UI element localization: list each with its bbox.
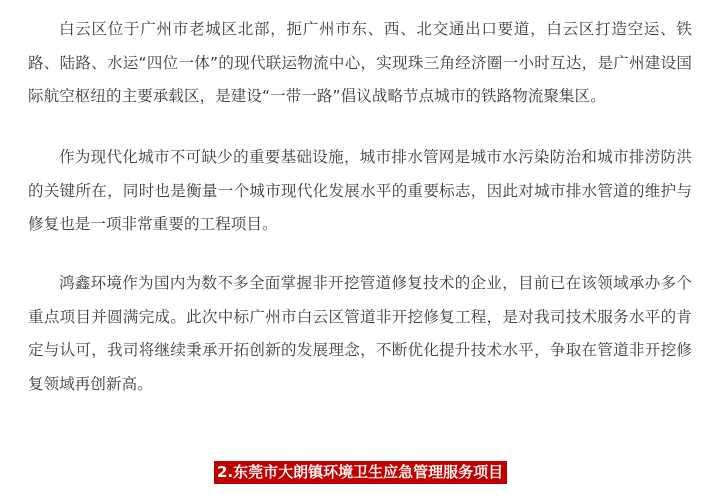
- paragraph-baiyun-district-intro: 白云区位于广州市老城区北部，扼广州市东、西、北交通出口要道，白云区打造空运、铁路、陆路、水运“四位一体”的现代联运物流中心，实现珠三角经济圈一小时互达，是广州建设国际航空枢纽的主要承载区，是建设“一带一路”倡议战略节点城市的铁路物流聚集区。: [28, 20, 692, 105]
- section-heading: 2.东莞市大朗镇环境卫生应急管理服务项目: [214, 461, 507, 484]
- paragraph-company-achievement: 鸿鑫环境作为国内为数不多全面掌握非开挖管道修复技术的企业，目前已在该领域承办多个重点项目并圆满完成。此次中标广州市白云区管道非开挖修复工程，是对我司技术服务水平的肯定与认可，我司将继续秉承开拓创新的发展理念，不断优化提升技术水平，争取在管道非开挖修复领域再创新高。: [28, 274, 692, 393]
- paragraph-drainage-importance: 作为现代化城市不可缺少的重要基础设施，城市排水管网是城市水污染防治和城市排涝防洪的关键所在，同时也是衡量一个城市现代化发展水平的重要标志，因此对城市排水管道的维护与修复也是一项非常重要的工程项目。: [28, 148, 692, 233]
